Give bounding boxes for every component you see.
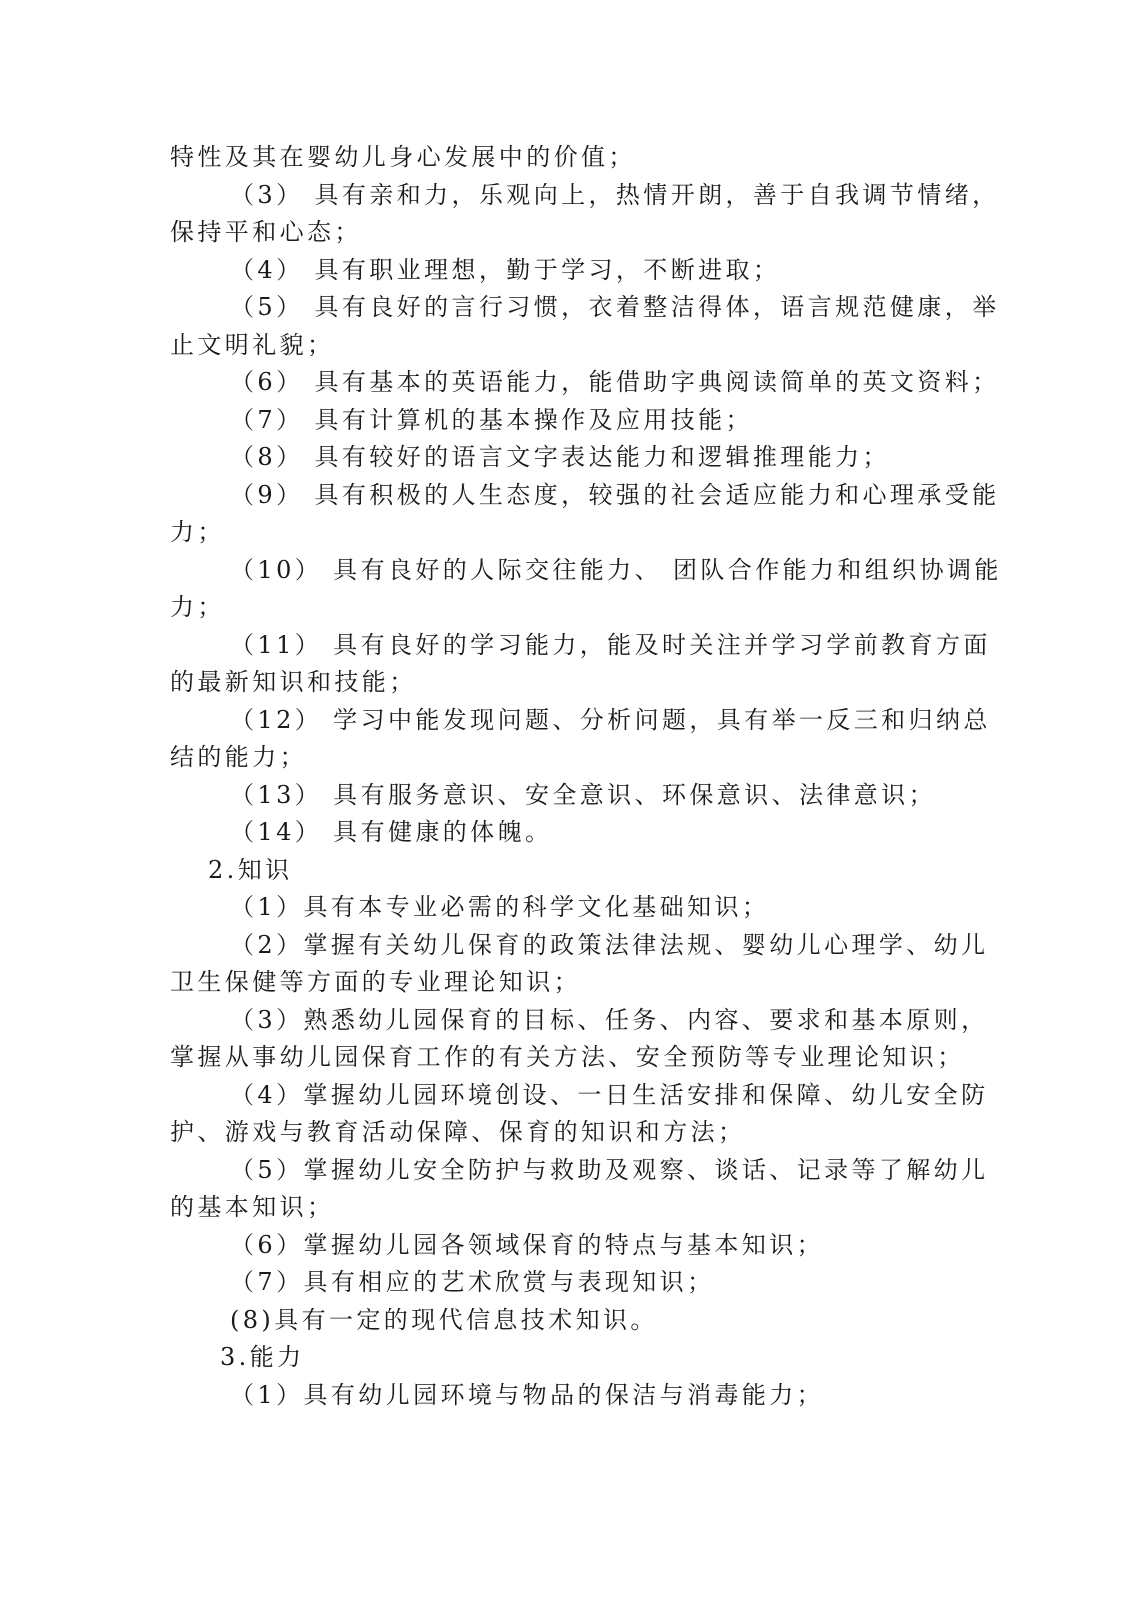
paragraph-line: 保持平和心态； xyxy=(170,218,362,246)
paragraph-line: 止文明礼貌； xyxy=(170,330,335,359)
paragraph-line: （10） 具有良好的人际交往能力、 团队合作能力和组织协调能 xyxy=(230,555,1002,584)
paragraph-line: 卫生保健等方面的专业理论知识； xyxy=(170,968,581,996)
paragraph-line: 特性及其在婴幼儿身心发展中的价值； xyxy=(170,143,636,171)
paragraph-line: （9） 具有积极的人生态度，较强的社会适应能力和心理承受能 xyxy=(230,480,1000,509)
paragraph-line: （5） 具有良好的言行习惯，衣着整洁得体，语言规范健康，举 xyxy=(230,293,1000,321)
paragraph-line: （5）掌握幼儿安全防护与救助及观察、谈话、记录等了解幼儿 xyxy=(230,1155,989,1184)
paragraph-line: 的基本知识； xyxy=(170,1193,335,1221)
paragraph-line: （8） 具有较好的语言文字表达能力和逻辑推理能力； xyxy=(230,443,890,471)
paragraph-line: （13） 具有服务意识、安全意识、环保意识、法律意识； xyxy=(230,780,936,809)
paragraph-line: （3） 具有亲和力，乐观向上，热情开朗，善于自我调节情绪， xyxy=(230,180,1000,209)
paragraph-line: （12） 学习中能发现问题、分析问题，具有举一反三和归纳总 xyxy=(230,705,991,734)
paragraph-line: （1）具有幼儿园环境与物品的保洁与消毒能力； xyxy=(230,1380,825,1409)
paragraph-line: （2）掌握有关幼儿保育的政策法律法规、婴幼儿心理学、幼儿 xyxy=(230,930,989,959)
paragraph-line: （4） 具有职业理想，勤于学习，不断进取； xyxy=(230,255,781,284)
paragraph-line: （6） 具有基本的英语能力，能借助字典阅读简单的英文资料； xyxy=(230,368,1000,396)
paragraph-line: 护、游戏与教育活动保障、保育的知识和方法； xyxy=(170,1118,746,1146)
paragraph-line: (8)具有一定的现代信息技术知识。 xyxy=(230,1305,658,1334)
paragraph-line: 力； xyxy=(170,518,225,546)
paragraph-line: （4）掌握幼儿园环境创设、一日生活安排和保障、幼儿安全防 xyxy=(230,1080,989,1109)
paragraph-line: 结的能力； xyxy=(170,743,307,771)
paragraph-line: （14） 具有健康的体魄。 xyxy=(230,818,553,846)
body-text xyxy=(170,139,1002,1414)
paragraph-line: （6）掌握幼儿园各领域保育的特点与基本知识； xyxy=(230,1230,825,1259)
paragraph-line: 力； xyxy=(170,593,225,621)
section-heading: 2.知识 xyxy=(208,855,293,884)
paragraph-line: （3）熟悉幼儿园保育的目标、任务、内容、要求和基本原则， xyxy=(230,1005,989,1034)
paragraph-line: 掌握从事幼儿园保育工作的有关方法、安全预防等专业理论知识； xyxy=(170,1043,965,1071)
paragraph-line: （7） 具有计算机的基本操作及应用技能； xyxy=(230,405,753,434)
paragraph-line: 的最新知识和技能； xyxy=(170,668,417,696)
paragraph-line: （11） 具有良好的学习能力，能及时关注并学习学前教育方面 xyxy=(230,630,991,659)
paragraph-line: （1）具有本专业必需的科学文化基础知识； xyxy=(230,893,770,921)
paragraph-line: （7）具有相应的艺术欣赏与表现知识； xyxy=(230,1268,715,1296)
section-heading: 3.能力 xyxy=(220,1343,305,1371)
